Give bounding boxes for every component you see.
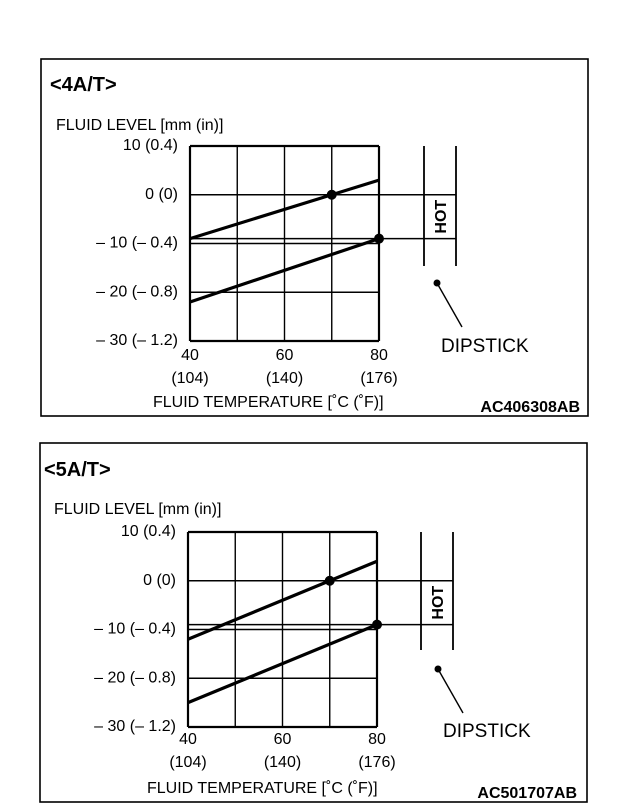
y-tick-label: – 10 (– 0.4) — [96, 234, 178, 252]
dipstick-leader-line — [437, 283, 462, 327]
upper-marker-point — [325, 576, 335, 586]
y-tick-label: 10 (0.4) — [120, 523, 176, 541]
dipstick-diagram — [424, 146, 462, 327]
x-tick-sublabel: (140) — [265, 370, 304, 387]
x-tick-sublabel: (104) — [169, 754, 207, 771]
x-tick-sublabel: (104) — [171, 370, 209, 387]
marker-group — [327, 190, 384, 244]
dipstick-label: DIPSTICK — [443, 721, 531, 742]
upper-marker-point — [327, 190, 337, 200]
x-tick-label: 40 — [181, 347, 199, 364]
reference-lines — [190, 195, 456, 239]
chart-panel-4at — [41, 59, 588, 416]
x-tick-labels — [179, 731, 386, 748]
dipstick-label: DIPSTICK — [441, 336, 529, 357]
dipstick-diagram — [421, 532, 463, 713]
chart-panel-5at — [40, 443, 587, 802]
x-tick-sublabel: (140) — [263, 754, 302, 771]
y-axis-label: FLUID LEVEL [mm (in)] — [54, 501, 222, 518]
x-tick-label: 40 — [179, 731, 197, 748]
x-tick-label: 60 — [273, 731, 292, 748]
chart-title: <5A/T> — [44, 459, 111, 481]
grid — [188, 532, 377, 727]
x-tick-sublabel: (176) — [360, 370, 398, 387]
x-tick-label: 80 — [368, 731, 386, 748]
x-tick-label: 60 — [275, 347, 294, 364]
hot-label: HOT — [433, 199, 451, 234]
dipstick-leader-line — [438, 669, 463, 713]
x-axis-label: FLUID TEMPERATURE [˚C (˚F)] — [147, 780, 378, 797]
y-tick-labels — [94, 523, 176, 735]
reference-lines — [188, 581, 453, 625]
figure-code: AC501707AB — [477, 785, 577, 802]
x-axis-label: FLUID TEMPERATURE [˚C (˚F)] — [153, 394, 384, 411]
hot-label: HOT — [430, 585, 448, 620]
x-tick-label: 80 — [370, 347, 388, 364]
grid — [190, 146, 379, 341]
y-tick-label: – 20 (– 0.8) — [96, 283, 178, 301]
y-tick-labels — [96, 137, 178, 349]
figure-code: AC406308AB — [480, 399, 580, 416]
y-tick-label: 0 (0) — [145, 185, 178, 203]
y-tick-label: 10 (0.4) — [122, 137, 178, 155]
y-axis-label: FLUID LEVEL [mm (in)] — [56, 117, 224, 134]
x-tick-sublabels — [171, 370, 397, 387]
marker-group — [325, 576, 382, 630]
y-tick-label: – 30 (– 1.2) — [96, 332, 178, 350]
y-tick-label: – 30 (– 1.2) — [94, 718, 176, 736]
x-tick-sublabel: (176) — [358, 754, 396, 771]
x-tick-sublabels — [169, 754, 395, 771]
y-tick-label: – 10 (– 0.4) — [94, 620, 176, 638]
y-tick-label: 0 (0) — [143, 571, 176, 589]
chart-title: <4A/T> — [50, 74, 117, 96]
x-tick-labels — [181, 347, 388, 364]
y-tick-label: – 20 (– 0.8) — [94, 669, 176, 687]
